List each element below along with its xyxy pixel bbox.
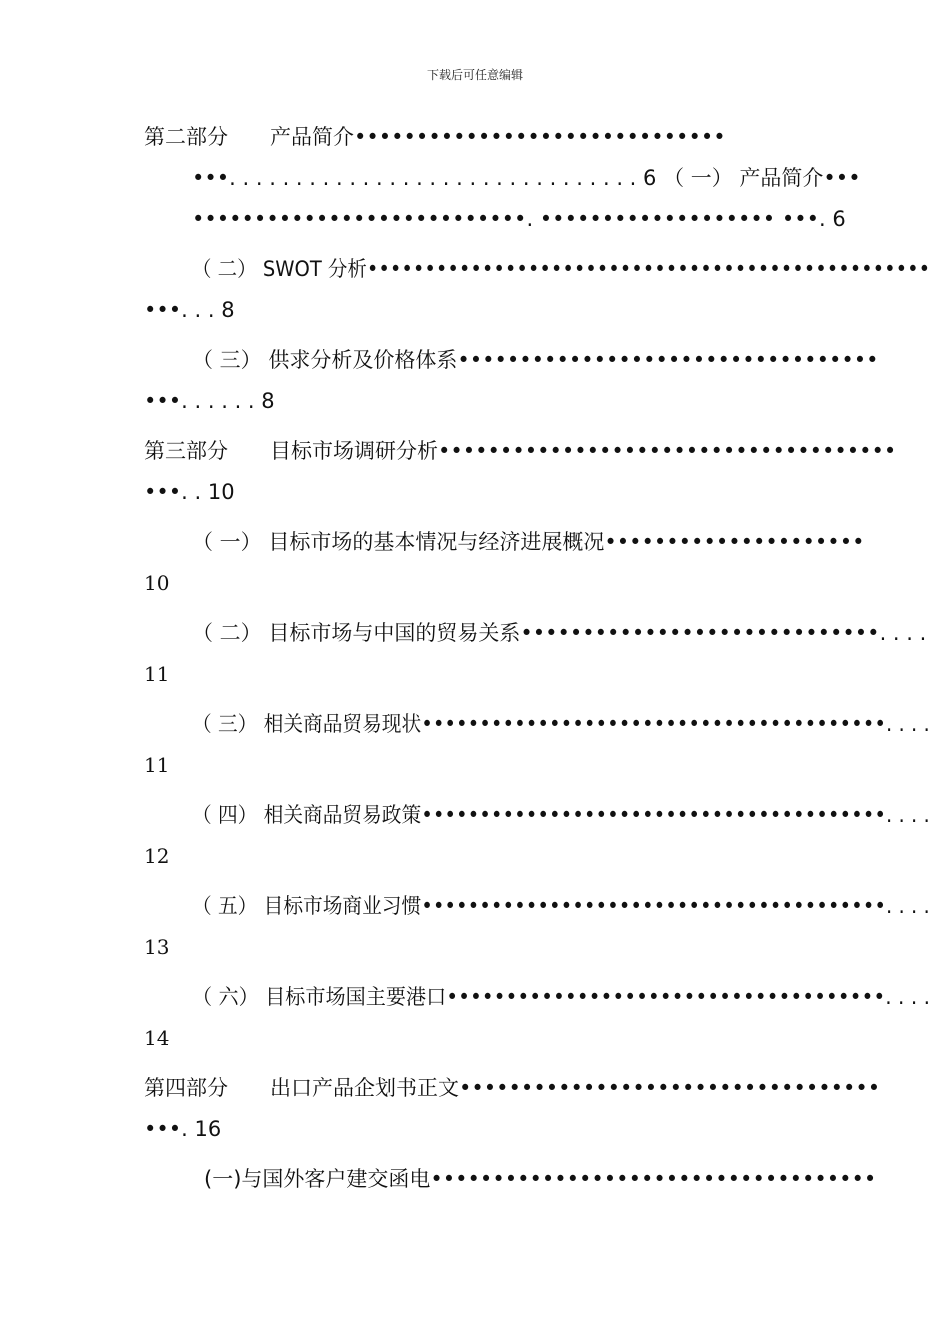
toc-entry-business-habits-page: 13 (144, 935, 170, 959)
toc-part-two-continuation: •••. . . . . . . . . . . . . . . . . . . . . . . . . . . . . . . 6 （ 一） 产品简介••• (192, 166, 861, 190)
toc-entry-client-letters: (一)与国外客户建交函电•••••••••••••••••••••••••••••••••••• (204, 1167, 877, 1191)
toc-entry-main-ports: （ 六） 目标市场国主要港口•••••••••••••••••••••••••••••••••••••. . . . (192, 985, 931, 1009)
toc-entry-trade-relations: （ 二） 目标市场与中国的贸易关系•••••••••••••••••••••••••••••. . . . (192, 621, 927, 645)
toc-entry-business-habits: （ 五） 目标市场商业习惯••••••••••••••••••••••••••••••••••••••••. . . . (192, 894, 930, 918)
toc-entry-trade-status-page: 11 (144, 753, 170, 777)
toc-entry-swot-page: •••. . . 8 (144, 298, 235, 322)
toc-entry-1-page: •••••••••••••••••••••••••••. ••••••••••••••••••• •••. 6 (192, 207, 846, 231)
toc-part-four-title: 第四部分 出口产品企划书正文•••••••••••••••••••••••••••••••••• (144, 1076, 881, 1100)
toc-entry-swot: （ 二） SWOT 分析••••••••••••••••••••••••••••••••••••••••••••••••• (192, 257, 931, 281)
toc-part-two-title: 第二部分 产品简介•••••••••••••••••••••••••••••• (144, 125, 726, 149)
toc-part-three-title: 第三部分 目标市场调研分析••••••••••••••••••••••••••••••••••••• (144, 439, 897, 463)
toc-entry-basic-situation-page: 10 (144, 571, 170, 595)
toc-entry-trade-policy: （ 四） 相关商品贸易政策••••••••••••••••••••••••••••••••••••••••. . . . (192, 803, 930, 827)
toc-entry-trade-relations-page: 11 (144, 662, 170, 686)
toc-part-three-page: •••. . 10 (144, 480, 235, 504)
toc-part-four-page: •••. 16 (144, 1117, 222, 1141)
toc-entry-trade-status: （ 三） 相关商品贸易现状••••••••••••••••••••••••••••••••••••••••. . . . (192, 712, 930, 736)
page-header: 下载后可任意编辑 (426, 68, 523, 82)
toc-entry-basic-situation: （ 一） 目标市场的基本情况与经济进展概况••••••••••••••••••••• (192, 530, 865, 554)
toc-entry-trade-policy-page: 12 (144, 844, 170, 868)
toc-entry-supply-demand: （ 三） 供求分析及价格体系•••••••••••••••••••••••••••••••••• (192, 348, 879, 372)
toc-entry-supply-demand-page: •••. . . . . . 8 (144, 389, 275, 413)
toc-entry-main-ports-page: 14 (144, 1026, 170, 1050)
